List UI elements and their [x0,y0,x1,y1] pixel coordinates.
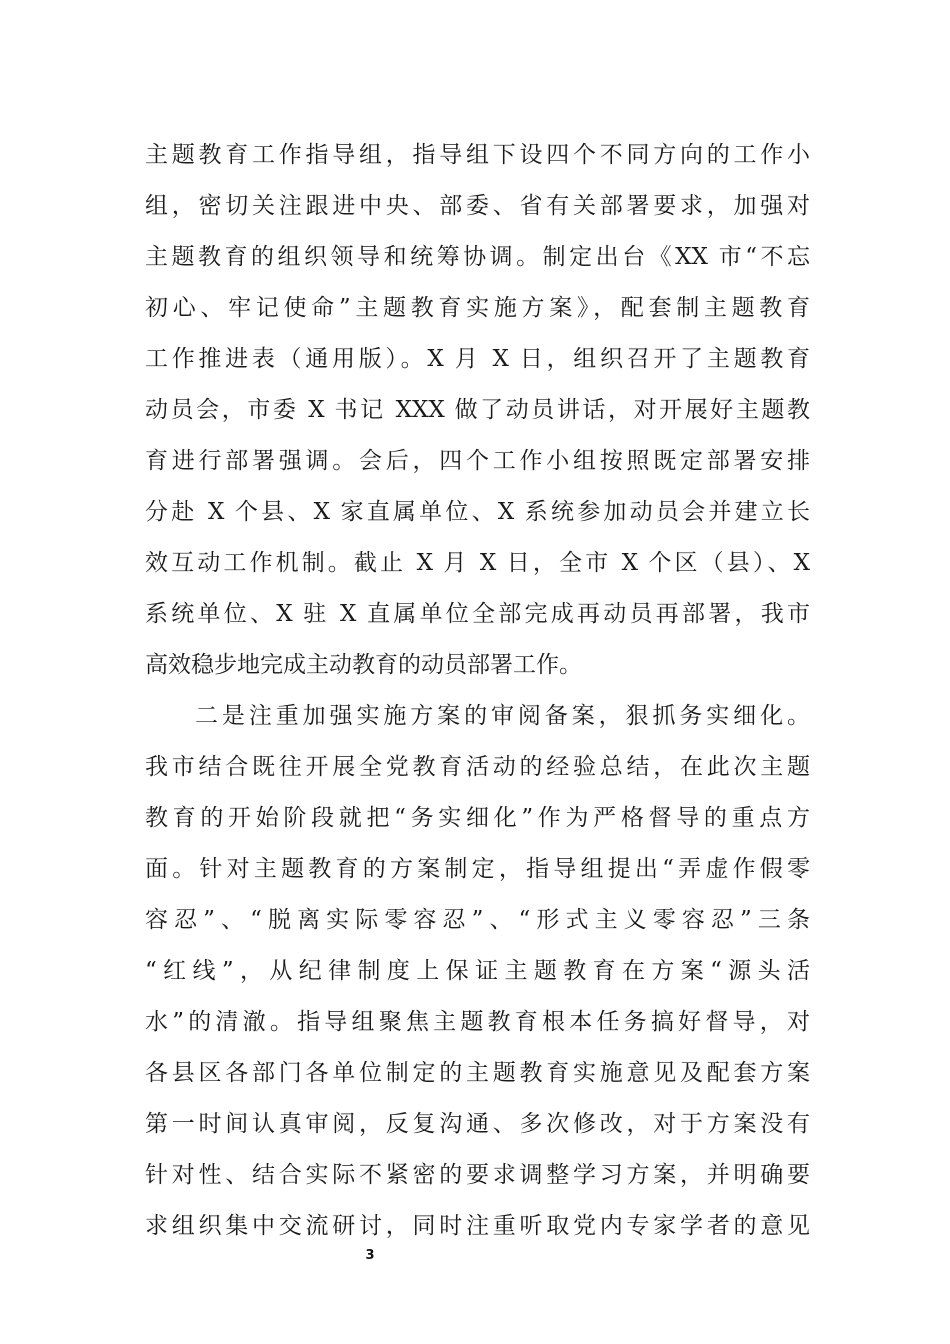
text-line: 第一时间认真审阅，反复沟通、多次修改，对于方案没有 [145,1111,810,1137]
text-line: 主题教育工作指导组，指导组下设四个不同方向的工作小 [145,142,810,168]
text-line: 组，密切关注跟进中央、部委、省有关部署要求，加强对 [145,193,810,219]
text-line: 初心、牢记使命”主题教育实施方案》，配套制主题教育 [145,295,810,321]
text-line: 面。针对主题教育的方案制定，指导组提出“弄虚作假零 [145,856,810,882]
text-line: 针对性、结合实际不紧密的要求调整学习方案，并明确要 [145,1162,810,1188]
paragraph [145,691,810,1252]
text-line: “红线”，从纪律制度上保证主题教育在方案“源头活 [145,958,810,984]
paragraph [145,130,810,691]
text-line: 水”的清澈。指导组聚焦主题教育根本任务搞好督导，对 [145,1009,810,1035]
text-line: 主题教育的组织领导和统筹协调。制定出台《XX 市“不忘 [145,244,810,270]
text-line: 我市结合既往开展全党教育活动的经验总结，在此次主题 [145,754,810,780]
page-number: 3 [365,1248,375,1263]
text-line: 求组织集中交流研讨，同时注重听取党内专家学者的意见 [145,1213,810,1239]
body-text [145,130,810,1252]
text-line: 系统单位、X 驻 X 直属单位全部完成再动员再部署，我市 [145,601,810,627]
text-line: 容忍”、“脱离实际零容忍”、“形式主义零容忍”三条 [145,907,810,933]
text-line: 工作推进表（通用版）。X 月 X 日，组织召开了主题教育 [145,346,810,372]
text-line: 各县区各部门各单位制定的主题教育实施意见及配套方案 [145,1060,810,1086]
text-line: 育进行部署强调。会后，四个工作小组按照既定部署安排 [145,448,810,474]
text-line: 分赴 X 个县、X 家直属单位、X 系统参加动员会并建立长 [145,499,810,525]
text-line: 效互动工作机制。截止 X 月 X 日，全市 X 个区（县）、X [145,550,810,576]
paragraph-heading-line: 二是注重加强实施方案的审阅备案，狠抓务实细化。 [195,703,810,729]
text-line: 教育的开始阶段就把“务实细化”作为严格督导的重点方 [145,805,810,831]
text-line: 动员会，市委 X 书记 XXX 做了动员讲话，对开展好主题教 [145,397,810,423]
text-line: 高效稳步地完成主动教育的动员部署工作。 [145,652,582,678]
